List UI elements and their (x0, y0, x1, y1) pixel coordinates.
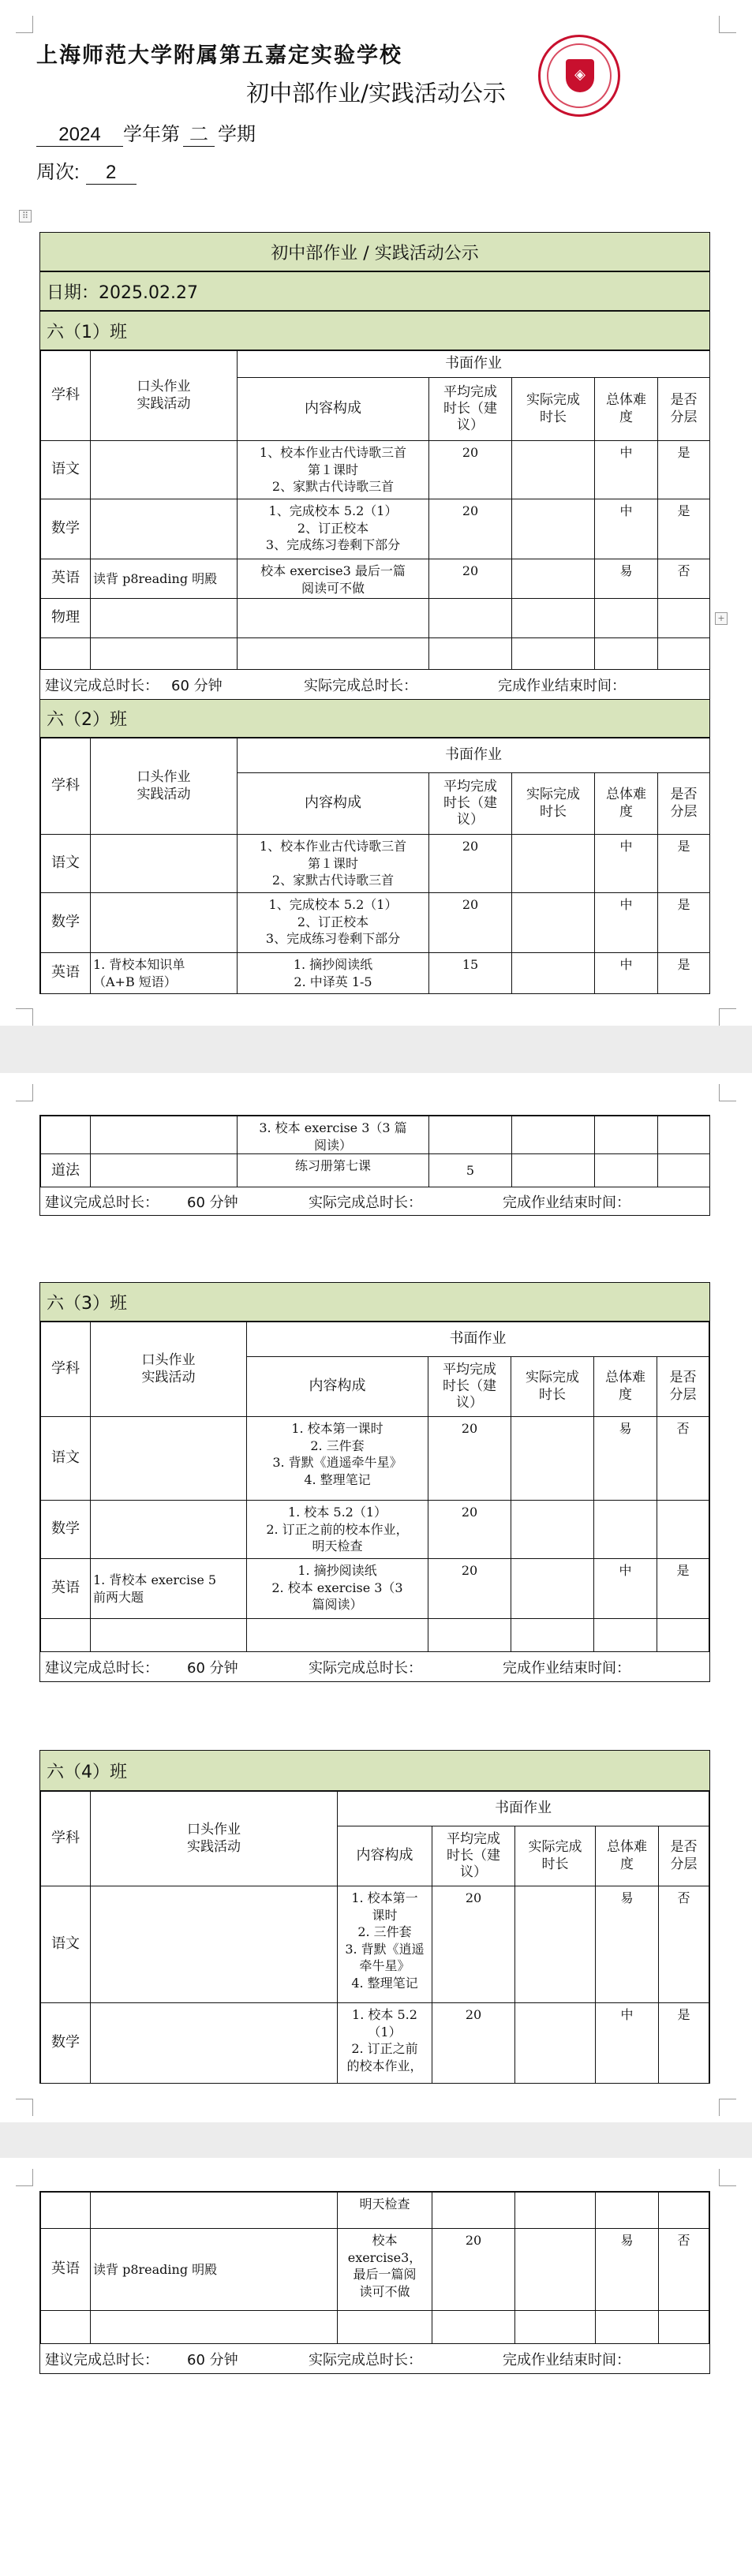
table-date (40, 271, 709, 311)
table-cell: 实际完成 时长 (511, 1357, 594, 1417)
crop-mark (719, 16, 736, 33)
table-cell (41, 2311, 91, 2344)
table-cell (659, 2193, 709, 2229)
table-cell (511, 1417, 594, 1501)
week-line: 周次: 2 (36, 156, 137, 185)
label-text: 完成作业结束时间： (503, 2351, 630, 2368)
table-cell: 练习册第七课 (238, 1154, 429, 1187)
table-cell (238, 599, 429, 638)
table-row (41, 2229, 709, 2311)
table-cell: 是否 分层 (657, 1357, 709, 1417)
week-value[interactable]: 2 (86, 162, 137, 185)
class-table (40, 1322, 709, 1652)
table-cell: 总体难 度 (595, 773, 658, 835)
table-cell (515, 2229, 596, 2311)
table-title (40, 232, 709, 271)
table-cell (432, 2193, 515, 2229)
table-move-handle-icon[interactable]: ⠿ (19, 210, 32, 222)
table-cell: 否 (658, 559, 710, 599)
schedule-table-class4-continued (39, 2191, 710, 2374)
table-cell (41, 1619, 91, 1652)
table-cell: 校本 exercise3 最后一篇 阅读可不做 (238, 559, 429, 599)
class-header (40, 700, 709, 738)
table-cell: 1. 背校本知识单 （A+B 短语） (91, 953, 238, 994)
label-text: 完成作业结束时间： (498, 677, 626, 694)
table-cell (595, 1154, 658, 1187)
table-cell: 语文 (41, 1417, 91, 1501)
label-text: 实际完成总时长： (309, 1659, 422, 1677)
table-cell: 易 (595, 559, 658, 599)
summary-row (40, 2344, 709, 2374)
class-header (40, 311, 709, 350)
page-2 (0, 1073, 752, 2122)
table-cell: 5 (429, 1154, 512, 1187)
table-cell: 语文 (41, 1886, 91, 2003)
table-cell: 内容构成 (247, 1357, 428, 1417)
table-cell (658, 599, 710, 638)
table-cell: 学科 (41, 351, 91, 441)
summary-row (40, 1187, 709, 1216)
add-row-icon[interactable]: + (715, 612, 728, 625)
table-cell (91, 835, 238, 893)
table-cell: 口头作业 实践活动 (91, 351, 238, 441)
crop-mark (16, 2099, 33, 2116)
table-cell: 实际完成 时长 (515, 1826, 596, 1886)
label-text: 日期：2025.02.27 (47, 282, 198, 303)
label-text: 六（2）班 (47, 710, 127, 730)
table-row (41, 893, 710, 953)
table-cell: 20 (432, 2229, 515, 2311)
table-cell (91, 1501, 247, 1559)
table-cell (658, 638, 710, 670)
table-cell (512, 1154, 595, 1187)
table-cell (596, 2311, 659, 2344)
table-cell (594, 1501, 657, 1559)
table-cell: 20 (432, 1886, 515, 2003)
table-cell: 书面作业 (238, 738, 710, 773)
label-text: 完成作业结束时间： (503, 1194, 630, 1211)
table-cell: 是 (658, 499, 710, 559)
table-cell: 英语 (41, 953, 91, 994)
crop-mark (719, 2099, 736, 2116)
table-cell: 20 (429, 441, 512, 499)
summary-row (40, 1652, 709, 1682)
year-value[interactable]: 2024 (36, 124, 123, 147)
table-cell (595, 1116, 658, 1154)
table-row (41, 953, 710, 994)
table-cell: 校本 exercise3， 最后一篇阅 读可不做 (338, 2229, 432, 2311)
table-cell (91, 599, 238, 638)
table-cell: 1. 背校本 exercise 5 前两大题 (91, 1559, 247, 1619)
table-row (41, 1116, 710, 1154)
table-cell (428, 1619, 511, 1652)
table-row (41, 1501, 709, 1559)
table-cell: 20 (428, 1559, 511, 1619)
table-cell (41, 1116, 91, 1154)
table-cell: 20 (429, 893, 512, 953)
label-text: 60 分钟 (187, 1659, 238, 1677)
label-text: 实际完成总时长： (309, 1194, 422, 1211)
table-cell (91, 1154, 238, 1187)
table-cell (41, 2193, 91, 2229)
table-cell: 总体难 度 (594, 1357, 657, 1417)
table-cell: 是 (659, 2003, 709, 2084)
label-text: 建议完成总时长： (45, 1194, 159, 1211)
page-3 (0, 2158, 752, 2576)
crop-mark (719, 1084, 736, 1101)
table-cell (511, 1559, 594, 1619)
table-cell: 平均完成 时长（建 议） (429, 378, 512, 441)
label-text: 完成作业结束时间： (503, 1659, 630, 1677)
table-cell: 口头作业 实践活动 (91, 1792, 338, 1886)
table-cell: 易 (594, 1417, 657, 1501)
table-cell: 内容构成 (238, 378, 429, 441)
crop-mark (16, 1008, 33, 1026)
table-cell: 平均完成 时长（建 议） (428, 1357, 511, 1417)
class-header (40, 1282, 709, 1322)
label-text: 建议完成总时长： (45, 2351, 159, 2368)
table-cell: 实际完成 时长 (512, 773, 595, 835)
table-cell (91, 2193, 338, 2229)
table-cell (512, 835, 595, 893)
table-cell: 英语 (41, 1559, 91, 1619)
table-cell: 实际完成 时长 (512, 378, 595, 441)
table-cell (512, 599, 595, 638)
table-cell: 中 (595, 835, 658, 893)
label-text: 建议完成总时长： (45, 677, 159, 694)
table-cell (515, 2003, 596, 2084)
table-cell: 1、完成校本 5.2（1） 2、订正校本 3、完成练习卷剩下部分 (238, 893, 429, 953)
table-cell: 书面作业 (238, 351, 710, 378)
table-cell: 15 (429, 953, 512, 994)
table-cell: 学科 (41, 1792, 91, 1886)
table-cell (657, 1619, 709, 1652)
schedule-table-class3 (39, 1282, 710, 1682)
table-cell (91, 638, 238, 670)
table-cell: 语文 (41, 835, 91, 893)
table-cell (515, 2311, 596, 2344)
table-row (41, 1417, 709, 1501)
table-cell: 数学 (41, 2003, 91, 2084)
table-cell: 道法 (41, 1154, 91, 1187)
table-cell: 中 (596, 2003, 659, 2084)
table-row (41, 559, 710, 599)
page-1 (0, 0, 752, 1026)
table-cell (595, 599, 658, 638)
table-cell (512, 638, 595, 670)
class-header (40, 1750, 709, 1791)
table-cell (515, 1886, 596, 2003)
term-value[interactable]: 二 (183, 118, 215, 147)
class-table (40, 738, 710, 994)
table-cell (657, 1501, 709, 1559)
table-cell: 是 (658, 893, 710, 953)
table-cell: 1、校本作业古代诗歌三首 第１课时 2、家默古代诗歌三首 (238, 835, 429, 893)
label-text: 60 分钟 (171, 677, 223, 694)
table-cell: 口头作业 实践活动 (91, 738, 238, 835)
table-cell (91, 2311, 338, 2344)
table-cell (511, 1501, 594, 1559)
table-cell (91, 1619, 247, 1652)
label-text: 六（1）班 (47, 322, 127, 342)
table-cell: 易 (596, 1886, 659, 2003)
table-cell (512, 953, 595, 994)
table-cell: 1、校本作业古代诗歌三首 第１课时 2、家默古代诗歌三首 (238, 441, 429, 499)
table-cell (512, 1116, 595, 1154)
table-cell: 20 (428, 1501, 511, 1559)
table-cell (511, 1619, 594, 1652)
schedule-table-continued (39, 1115, 710, 1216)
table-cell: 是否 分层 (659, 1826, 709, 1886)
table-row (41, 2311, 709, 2344)
table-cell: 否 (659, 1886, 709, 2003)
table-cell (595, 638, 658, 670)
table-cell: 1. 校本第一 课时 2. 三件套 3. 背默《逍遥 牵牛星》 4. 整理笔记 (338, 1886, 432, 2003)
table-cell: 1. 摘抄阅读纸 2. 校本 exercise 3（3 篇阅读） (247, 1559, 428, 1619)
table-cell (429, 599, 512, 638)
table-cell (91, 441, 238, 499)
table-cell: 平均完成 时长（建 议） (429, 773, 512, 835)
table-cell (238, 638, 429, 670)
table-cell: 是否 分层 (658, 378, 710, 441)
table-cell (429, 1116, 512, 1154)
table-cell: 物理 (41, 599, 91, 638)
table-cell: 20 (428, 1417, 511, 1501)
table-cell: 明天检查 (338, 2193, 432, 2229)
table-row (41, 835, 710, 893)
table-cell (512, 499, 595, 559)
table-cell: 语文 (41, 441, 91, 499)
table-cell: 读背 p8reading 明殿 (91, 2229, 338, 2311)
label-text: 六（4）班 (47, 1762, 127, 1782)
crop-mark (16, 1084, 33, 1101)
label-text: 初中部作业 / 实践活动公示 (271, 243, 479, 264)
table-cell (512, 559, 595, 599)
crop-mark (16, 2169, 33, 2186)
table-cell (429, 638, 512, 670)
table-row (41, 499, 710, 559)
table-cell (596, 2193, 659, 2229)
shield-icon: ◈ (566, 59, 594, 92)
label-text: 实际完成总时长： (309, 2351, 422, 2368)
table-row (41, 1886, 709, 2003)
table-row (41, 1619, 709, 1652)
table-cell: 中 (595, 893, 658, 953)
table-cell: 中 (595, 953, 658, 994)
table-cell: 内容构成 (338, 1826, 432, 1886)
table-cell: 20 (429, 499, 512, 559)
table-cell (659, 2311, 709, 2344)
table-cell: 书面作业 (338, 1792, 709, 1826)
class-table (40, 1116, 710, 1187)
table-cell: 书面作业 (247, 1322, 709, 1357)
table-cell (91, 1116, 238, 1154)
label-text: 60 分钟 (187, 2351, 238, 2368)
table-cell: 内容构成 (238, 773, 429, 835)
document-title: 初中部作业/实践活动公示 (246, 80, 506, 107)
label-text: 六（3）班 (47, 1293, 127, 1314)
table-row (41, 2003, 709, 2084)
table-cell (41, 638, 91, 670)
class-table (40, 2192, 709, 2344)
crop-mark (16, 16, 33, 33)
table-cell (338, 2311, 432, 2344)
table-cell: 是否 分层 (658, 773, 710, 835)
table-cell: 1、完成校本 5.2（1） 2、订正校本 3、完成练习卷剩下部分 (238, 499, 429, 559)
table-cell: 否 (657, 1417, 709, 1501)
table-cell (658, 1116, 710, 1154)
school-logo (538, 35, 620, 117)
table-cell (91, 2003, 338, 2084)
table-cell: 数学 (41, 499, 91, 559)
table-cell (91, 1886, 338, 2003)
table-cell: 英语 (41, 559, 91, 599)
table-cell: 学科 (41, 1322, 91, 1417)
label-text: 实际完成总时长： (304, 677, 417, 694)
table-cell (658, 1154, 710, 1187)
table-cell: 易 (596, 2229, 659, 2311)
class-table (40, 350, 710, 670)
table-cell (91, 893, 238, 953)
table-row (41, 2193, 709, 2229)
table-cell (91, 499, 238, 559)
table-cell: 英语 (41, 2229, 91, 2311)
table-cell: 总体难 度 (595, 378, 658, 441)
table-cell: 读背 p8reading 明殿 (91, 559, 238, 599)
table-cell: 否 (659, 2229, 709, 2311)
table-cell (512, 893, 595, 953)
table-row (41, 1154, 710, 1187)
table-cell: 1. 校本第一课时 2. 三件套 3. 背默《逍遥牵牛星》 4. 整理笔记 (247, 1417, 428, 1501)
table-cell: 是 (658, 441, 710, 499)
school-name: 上海师范大学附属第五嘉定实验学校 (36, 43, 402, 68)
table-cell: 数学 (41, 893, 91, 953)
table-cell (432, 2311, 515, 2344)
schedule-table-class4 (39, 1750, 710, 2084)
table-cell: 20 (432, 2003, 515, 2084)
table-row (41, 1559, 709, 1619)
table-cell: 中 (594, 1559, 657, 1619)
term-line: 2024 学年第 二 学期 (36, 118, 256, 147)
table-cell: 1. 摘抄阅读纸 2. 中译英 1-5 (238, 953, 429, 994)
table-cell: 是 (657, 1559, 709, 1619)
table-cell (594, 1619, 657, 1652)
table-row (41, 638, 710, 670)
table-cell: 是 (658, 953, 710, 994)
table-cell: 20 (429, 559, 512, 599)
table-cell (512, 441, 595, 499)
crop-mark (719, 2169, 736, 2186)
table-cell: 中 (595, 499, 658, 559)
table-cell: 是 (658, 835, 710, 893)
crop-mark (719, 1008, 736, 1026)
table-cell: 20 (429, 835, 512, 893)
label-text: 建议完成总时长： (45, 1659, 159, 1677)
table-cell: 1. 校本 5.2 （1） 2. 订正之前 的校本作业， (338, 2003, 432, 2084)
table-cell (91, 1417, 247, 1501)
table-row (41, 599, 710, 638)
table-cell: 3. 校本 exercise 3（3 篇 阅读） (238, 1116, 429, 1154)
table-cell: 1. 校本 5.2（1） 2. 订正之前的校本作业， 明天检查 (247, 1501, 428, 1559)
schedule-table (39, 232, 710, 994)
table-cell: 中 (595, 441, 658, 499)
table-row (41, 441, 710, 499)
table-cell: 口头作业 实践活动 (91, 1322, 247, 1417)
table-cell: 总体难 度 (596, 1826, 659, 1886)
label-text: 60 分钟 (187, 1194, 238, 1211)
table-cell: 数学 (41, 1501, 91, 1559)
summary-row (40, 670, 709, 700)
table-cell: 学科 (41, 738, 91, 835)
table-cell (515, 2193, 596, 2229)
table-cell (247, 1619, 428, 1652)
table-cell: 平均完成 时长（建 议） (432, 1826, 515, 1886)
class-table (40, 1791, 709, 2084)
